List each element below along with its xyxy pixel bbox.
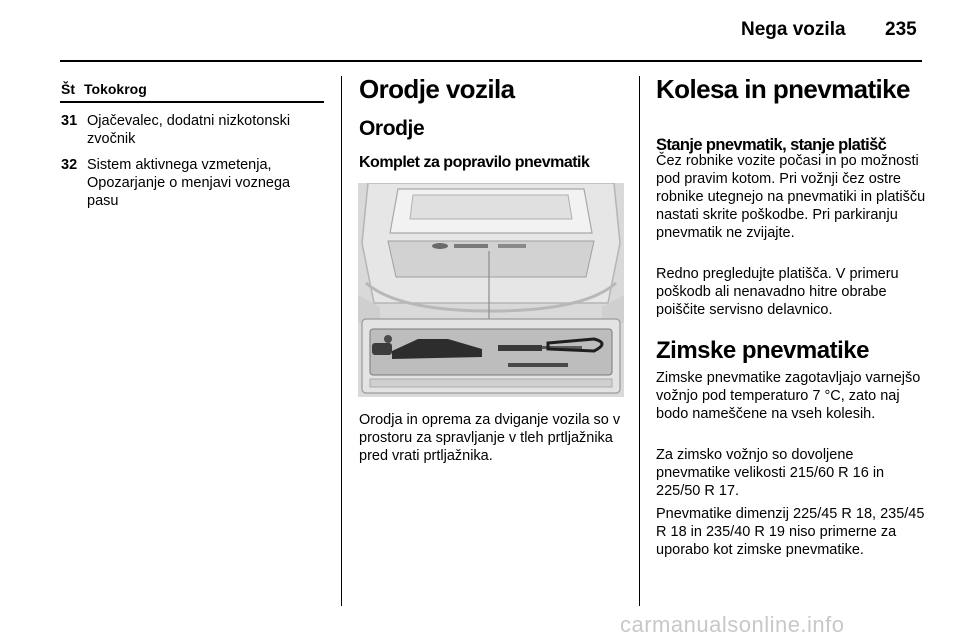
section-heading: Orodje vozila	[359, 74, 515, 104]
topic-heading: Stanje pnevmatik, stanje platišč	[656, 136, 887, 154]
column-header-circuit: Tokokrog	[84, 81, 147, 97]
section-heading: Kolesa in pnevmatike	[656, 74, 910, 104]
figure-caption: Orodja in oprema za dviganje vozila so v prostoru za spravljanje v tleh prtljažnika pred vrati prtljažnika.	[359, 412, 621, 464]
watermark: carmanualsonline.info	[620, 612, 845, 637]
fuse-circuit: Ojačevalec, dodatni nizkotonski zvočnik	[87, 113, 291, 147]
fuse-number: 32	[61, 157, 78, 173]
body-paragraph: Redno pregledujte platišča. V primeru poškodb ali nenavadno hitre obrabe poiščite servisno delavnico.	[656, 266, 899, 318]
body-paragraph: Čez robnike vozite počasi in po možnosti pod pravim kotom. Pri vožnji čez ostre robnike utegnejo na pnevmatiki in platišču nastati skrite poškodbe. Pri parkiranju pnevmatik ne zvijajte.	[656, 153, 926, 241]
column-header-number: Št	[61, 81, 75, 97]
column-divider	[341, 76, 342, 606]
section-heading: Zimske pnevmatike	[656, 337, 869, 364]
body-paragraph: Pnevmatike dimenzij 225/45 R 18, 235/45 R 18 in 235/40 R 19 niso primerne za uporabo kot zimske pnevmatike.	[656, 506, 925, 558]
table-rule	[60, 101, 324, 103]
page-number: 235	[885, 19, 917, 40]
tire-repair-kit-illustration	[358, 183, 624, 397]
topic-heading: Komplet za popravilo pnevmatik	[359, 154, 590, 171]
subsection-heading: Orodje	[359, 117, 425, 140]
fuse-number: 31	[61, 113, 78, 129]
column-divider	[639, 76, 640, 606]
body-paragraph: Za zimsko vožnjo so dovoljene pnevmatike velikosti 215/60 R 16 in 225/50 R 17.	[656, 447, 885, 499]
fuse-circuit: Sistem aktivnega vzmetenja, Opozarjanje o menjavi voznega pasu	[87, 157, 291, 209]
body-paragraph: Zimske pnevmatike zagotavljajo varnejšo vožnjo pod temperaturo 7 °C, zato naj bodo nameščene na vseh kolesih.	[656, 370, 921, 422]
header-rule	[60, 60, 922, 62]
header-title: Nega vozila	[741, 19, 846, 40]
